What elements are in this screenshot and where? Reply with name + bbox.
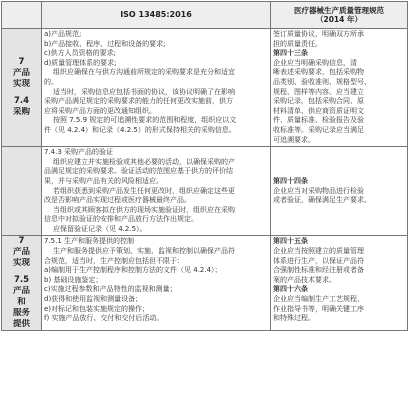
- iso-text-line: a)产品规范;: [44, 30, 82, 38]
- regulation-text-line: 晰表述采购要求，包括采购物: [273, 68, 364, 77]
- iso-text-line: 7.4.3 采购产品的验证: [44, 148, 114, 157]
- clause-lines: [2, 57, 41, 118]
- iso-text-line: d)质量管理体系的要求;: [44, 58, 117, 67]
- iso-text-line: 按照 7.5.9 规定的可追溯性要求的范围和程度，组织应以文: [53, 116, 237, 125]
- iso-text-line: 7.5.1 生产和服务提供的控制: [44, 237, 135, 246]
- iso-text-line: 若组织获悉到采购产品发生任何更改时，组织应确定这些更: [53, 186, 235, 195]
- header-regulation-year: （2014 年）: [316, 15, 362, 24]
- iso-text-line: 适当时，采购信息应包括书面的协议，该协议明确了在影响: [53, 87, 235, 96]
- regulation-text-line: 担的质量责任。: [273, 39, 322, 48]
- iso-text-line: 当组织或其顾客拟在供方的现场实施验证时，组织应在采购: [53, 205, 235, 214]
- clause-line: 实现: [12, 79, 30, 90]
- regulation-text-line: 企业应当对采购物品进行检验: [273, 186, 364, 195]
- clause-line: 产品: [12, 68, 30, 79]
- regulation-text-line: 收标准等。采购记录应当满足: [273, 125, 364, 134]
- iso-text-line: b) 基础设施鉴定；: [44, 275, 103, 284]
- regulation-text-line: 企业应当按照建立的质量管理: [273, 247, 364, 256]
- table-row: [2, 236, 408, 331]
- clause-line: 7: [18, 57, 25, 68]
- comparison-table: [1, 1, 408, 331]
- iso-lines: [44, 148, 268, 234]
- iso-text-line: 的。: [44, 77, 58, 86]
- clause-line: 实现: [12, 258, 30, 269]
- regulation-text-line: 案的产品技术要求。: [273, 275, 336, 284]
- iso-text-line: 信息中对拟验证的安排和产品放行方法作出规定。: [44, 215, 198, 224]
- clause-line: 产品: [12, 247, 30, 258]
- header-row: [2, 2, 408, 29]
- regulation-text-line: [273, 167, 405, 177]
- regulation-text-line: 体系进行生产，以保证产品符: [273, 256, 364, 265]
- iso-text-line: a)编制用于生产控制程序和控制方法的文件（见 4.2.4）；: [44, 266, 222, 275]
- iso-text-line: 采购产品满足规定的采购要求的能力的任何更改实施前，供方: [44, 97, 233, 106]
- iso-text-cell: [42, 147, 271, 236]
- regulation-text-line: 材料清单、供应商资质证明文: [273, 106, 364, 115]
- iso-text-line: 应保留验证记录（见 4.2.5）。: [53, 224, 147, 233]
- clause-line: 7.5: [13, 275, 30, 286]
- regulation-text-line: 品类别、验收准则、规格型号、: [273, 77, 371, 86]
- iso-text-cell: [42, 29, 271, 147]
- reg-lines: [273, 30, 405, 145]
- iso-text-line: c)供方人员资格的要求;: [44, 49, 116, 58]
- clause-label: [2, 236, 42, 331]
- iso-text-cell: [42, 236, 271, 331]
- iso-text-line: 组织应确保在与供方沟通前所规定的采购要求是充分和适宜: [53, 68, 235, 77]
- table-row: [2, 147, 408, 236]
- regulation-article-heading: 第四十三条: [273, 49, 308, 58]
- regulation-text-line: [273, 158, 405, 168]
- regulation-article-heading: 第四十四条: [273, 176, 308, 185]
- regulation-article-heading: 第四十六条: [273, 285, 308, 294]
- iso-lines: [44, 30, 268, 136]
- regulation-text-line: 规程、图样等内容。应当建立: [273, 87, 364, 96]
- header-blank-cell: [2, 2, 42, 29]
- regulation-text-line: 采购记录，包括采购合同、原: [273, 97, 364, 106]
- header-standard: ISO 13485:2016: [42, 2, 271, 29]
- iso-text-line: 果，并与采购产品有关的风险相适应。: [44, 176, 163, 185]
- regulation-text-line: 合强制性标准和经注册或者备: [273, 266, 364, 275]
- iso-text-line: 组织应建立并实施检验或其他必要的活动，以确保采购的产: [53, 157, 235, 166]
- clause-lines: [2, 236, 41, 330]
- iso-text-line: d)获得和使用监视和测量设备；: [44, 295, 143, 304]
- clause-line: 产品: [12, 286, 30, 297]
- clause-line: 服务: [12, 308, 30, 319]
- header-regulation: [271, 2, 408, 29]
- regulation-text-line: 企业应当编制生产工艺规程、: [273, 295, 364, 304]
- regulation-text-line: 或者验证，确保满足生产要求。: [273, 196, 371, 205]
- header-regulation-title: 医疗器械生产质量管理规范: [294, 5, 384, 15]
- iso-text-line: 改是否影响产品实现过程或医疗器械最终产品。: [44, 196, 191, 205]
- clause-line: 7: [18, 236, 25, 247]
- regulation-text-line: 可追溯要求。: [273, 135, 315, 144]
- clause-line: 提供: [12, 319, 30, 330]
- clause-line: 7.4: [13, 96, 30, 107]
- regulation-text-cell: [271, 29, 408, 147]
- iso-text-line: c)实施过程参数和产品特性的监视和测量；: [44, 285, 177, 294]
- regulation-text-cell: [271, 236, 408, 331]
- iso-text-line: 生产和服务提供应予策划、实施、监视和控制以确保产品符: [53, 247, 235, 256]
- iso-text-line: 应将采购产品方面的更改通知组织。: [44, 106, 156, 115]
- iso-text-line: 品满足规定的采购要求。验证活动的范围应基于供方的评价结: [44, 167, 233, 176]
- iso-text-line: f) 实施产品放行、交付和交付后活动。: [44, 314, 164, 323]
- reg-lines: [273, 148, 405, 206]
- clause-label: [2, 29, 42, 147]
- clause-line: 和: [17, 297, 26, 308]
- regulation-text-line: 作业指导书等，明确关键工序: [273, 304, 364, 313]
- clause-label: [2, 147, 42, 236]
- regulation-text-cell: [271, 147, 408, 236]
- iso-text-line: e)对标记和包装实施规定的操作；: [44, 304, 150, 313]
- iso-text-line: 合规范，适当时，生产控制应包括但不限于：: [44, 256, 184, 265]
- regulation-text-line: 企业应当明确采购信息，清: [273, 58, 357, 67]
- iso-lines: [44, 237, 268, 323]
- regulation-text-line: [273, 148, 405, 158]
- table-row: [2, 29, 408, 147]
- clause-line: 采购: [12, 107, 30, 118]
- regulation-article-heading: 第四十五条: [273, 237, 308, 246]
- regulation-text-line: 签订质量协议，明确双方所承: [273, 30, 364, 38]
- reg-lines: [273, 237, 405, 323]
- iso-text-line: b)产品接收、程序、过程和设备的要求;: [44, 39, 166, 48]
- regulation-text-line: 件、质量标准、检验报告及验: [273, 116, 364, 125]
- regulation-text-line: 和特殊过程。: [273, 314, 315, 323]
- iso-text-line: 件（见 4.2.4）和记录（4.2.5）的形式保持相关的采购信息。: [44, 125, 236, 134]
